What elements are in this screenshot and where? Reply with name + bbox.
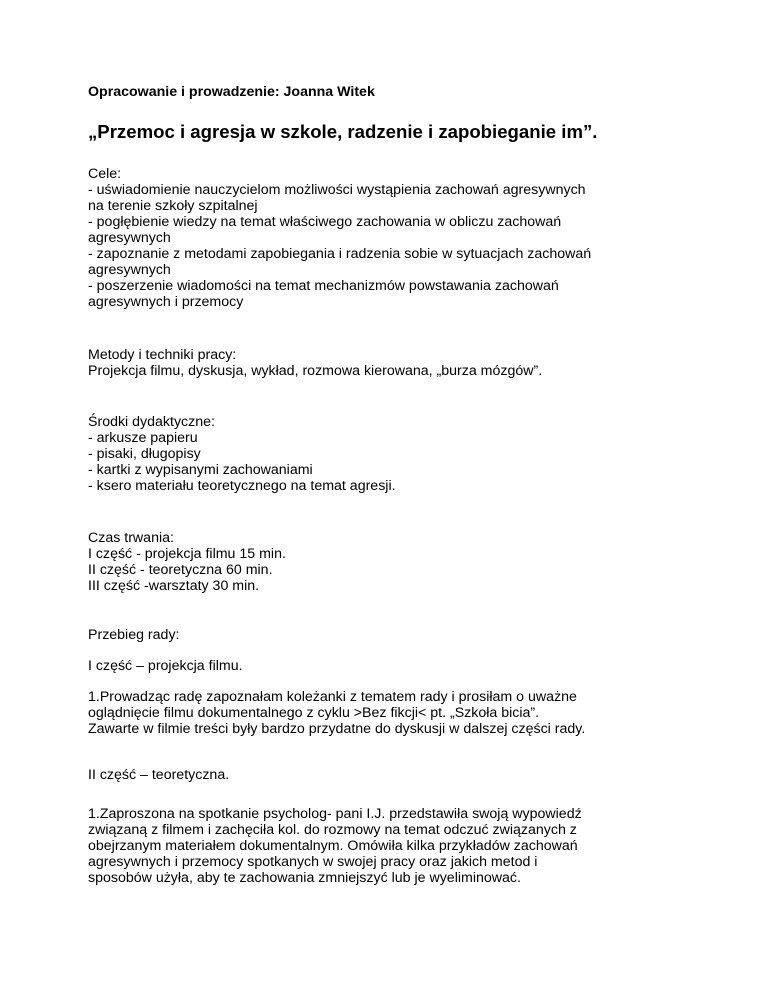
part1-line: 1.Prowadząc radę zapoznałam koleżanki z tematem rady i prosiłam o uważne bbox=[88, 689, 577, 705]
teaching-aids-section bbox=[88, 414, 396, 494]
goals-heading: Cele: bbox=[88, 166, 122, 182]
goals-line: - uświadomienie nauczycielom możliwości wystąpienia zachowań agresywnych bbox=[88, 182, 586, 198]
part2-line: 1.Zaproszona na spotkanie psycholog- pani I.J. przedstawiła swoją wypowiedź bbox=[88, 806, 582, 822]
duration-item: I część - projekcja filmu 15 min. bbox=[88, 546, 286, 562]
part2-line: sposobów użyła, aby te zachowania zmniejszyć lub je wyeliminować. bbox=[88, 870, 521, 886]
duration-section bbox=[88, 530, 286, 594]
duration-heading: Czas trwania: bbox=[88, 530, 174, 546]
document-title: „Przemoc i agresja w szkole, radzenie i zapobieganie im”. bbox=[88, 121, 598, 142]
part1-heading: I część – projekcja filmu. bbox=[88, 658, 243, 674]
duration-item: II część - teoretyczna 60 min. bbox=[88, 562, 273, 578]
part2-line: związaną z filmem i zachęciła kol. do rozmowy na temat odczuć związanych z bbox=[88, 822, 577, 838]
goals-line: - pogłębienie wiedzy na temat właściwego zachowania w obliczu zachowań bbox=[88, 214, 562, 230]
teaching-aids-item: - arkusze papieru bbox=[88, 430, 198, 446]
methods-text: Projekcja filmu, dyskusja, wykład, rozmowa kierowana, „burza mózgów”. bbox=[88, 363, 543, 379]
goals-line: - zapoznanie z metodami zapobiegania i radzenia sobie w sytuacjach zachowań bbox=[88, 246, 592, 262]
duration-item: III część -warsztaty 30 min. bbox=[88, 578, 260, 594]
course-heading: Przebieg rady: bbox=[88, 627, 180, 643]
goals-line: na terenie szkoły szpitalnej bbox=[88, 198, 258, 214]
part1-paragraph bbox=[88, 689, 585, 737]
goals-section bbox=[88, 166, 591, 310]
part2-line: agresywnych i przemocy spotkanych w swojej pracy oraz jakich metod i bbox=[88, 854, 538, 870]
author-line: Opracowanie i prowadzenie: Joanna Witek bbox=[88, 84, 375, 100]
methods-section bbox=[88, 347, 542, 379]
part2-paragraph bbox=[88, 806, 582, 886]
teaching-aids-item: - pisaki, długopisy bbox=[88, 446, 201, 462]
part2-heading: II część – teoretyczna. bbox=[88, 767, 230, 783]
teaching-aids-item: - kartki z wypisanymi zachowaniami bbox=[88, 462, 313, 478]
part1-line: Zawarte w filmie treści były bardzo przydatne do dyskusji w dalszej części rady. bbox=[88, 721, 586, 737]
goals-line: agresywnych bbox=[88, 262, 171, 278]
part1-heading-block bbox=[88, 658, 243, 674]
teaching-aids-heading: Środki dydaktyczne: bbox=[88, 414, 215, 430]
teaching-aids-item: - ksero materiału teoretycznego na temat agresji. bbox=[88, 478, 396, 494]
part1-line: oglądnięcie filmu dokumentalnego z cyklu >Bez fikcji< pt. „Szkoła bicia”. bbox=[88, 705, 540, 721]
goals-line: agresywnych i przemocy bbox=[88, 294, 244, 310]
part2-heading-block bbox=[88, 767, 229, 783]
course-heading-block bbox=[88, 627, 179, 643]
goals-line: agresywnych bbox=[88, 230, 171, 246]
part2-line: obejrzanym materiałem dokumentalnym. Omówiła kilka przykładów zachowań bbox=[88, 838, 578, 854]
methods-heading: Metody i techniki pracy: bbox=[88, 347, 237, 363]
goals-line: - poszerzenie wiadomości na temat mechanizmów powstawania zachowań bbox=[88, 278, 559, 294]
